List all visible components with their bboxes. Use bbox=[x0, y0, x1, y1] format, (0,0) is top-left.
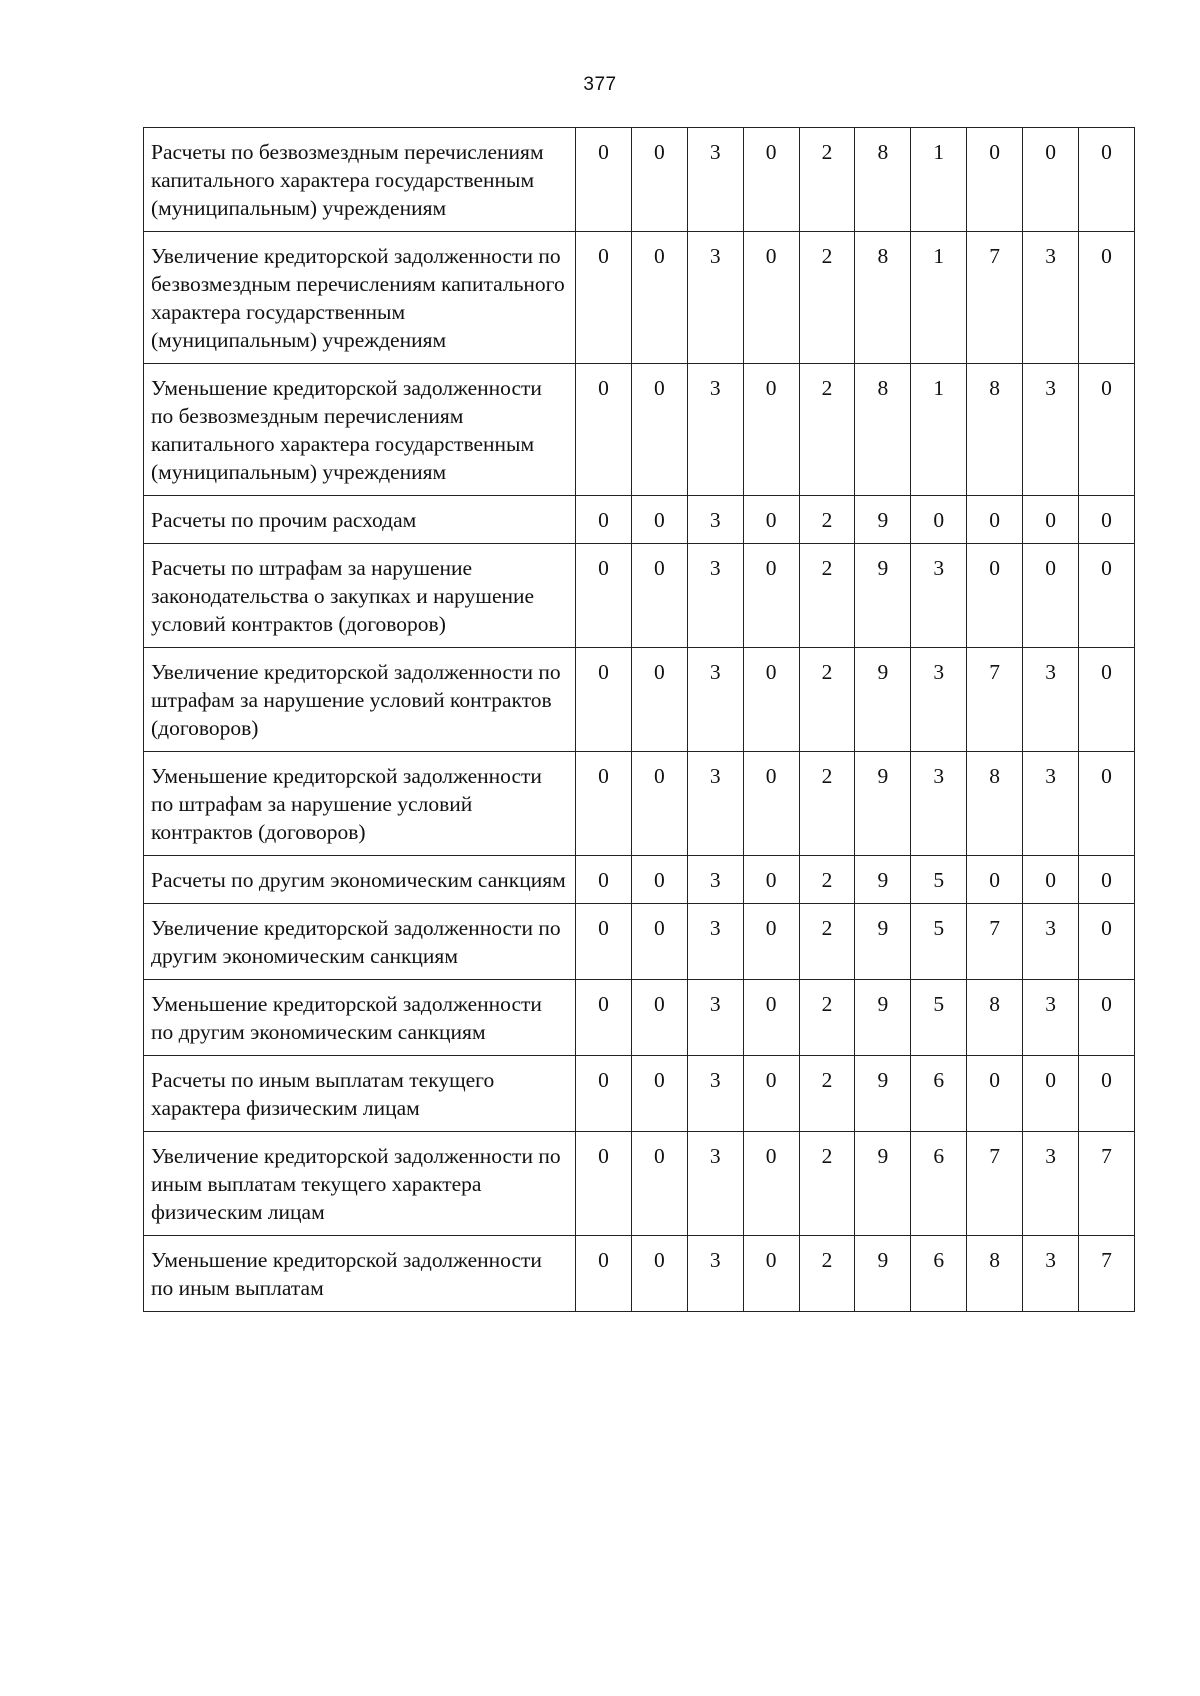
table-row bbox=[144, 752, 1135, 856]
code-digit-cell: 0 bbox=[1079, 752, 1135, 856]
code-digit-cell: 3 bbox=[1023, 364, 1079, 496]
code-digit-cell: 0 bbox=[1023, 1056, 1079, 1132]
code-digit-cell: 0 bbox=[967, 544, 1023, 648]
code-digit-cell: 0 bbox=[631, 752, 687, 856]
row-description: Уменьшение кредиторской задолженности по штрафам за нарушение условий контрактов (договоров) bbox=[144, 752, 576, 856]
code-digit-cell: 2 bbox=[799, 904, 855, 980]
row-description: Увеличение кредиторской задолженности по иным выплатам текущего характера физическим лицам bbox=[144, 1132, 576, 1236]
code-digit-cell: 0 bbox=[576, 1236, 632, 1312]
code-digit-cell: 0 bbox=[631, 496, 687, 544]
code-digit-cell: 1 bbox=[911, 364, 967, 496]
code-digit-cell: 6 bbox=[911, 1236, 967, 1312]
code-digit-cell: 0 bbox=[967, 1056, 1023, 1132]
row-description: Уменьшение кредиторской задолженности по другим экономическим санкциям bbox=[144, 980, 576, 1056]
code-digit-cell: 0 bbox=[576, 856, 632, 904]
table-row bbox=[144, 364, 1135, 496]
code-digit-cell: 3 bbox=[687, 904, 743, 980]
code-digit-cell: 3 bbox=[911, 648, 967, 752]
code-digit-cell: 2 bbox=[799, 1056, 855, 1132]
row-description: Увеличение кредиторской задолженности по безвозмездным перечислениям капитального характера государственным (муниципальным) учреждениям bbox=[144, 232, 576, 364]
code-digit-cell: 3 bbox=[687, 648, 743, 752]
code-digit-cell: 0 bbox=[631, 128, 687, 232]
code-digit-cell: 7 bbox=[967, 904, 1023, 980]
table-row bbox=[144, 496, 1135, 544]
table-row bbox=[144, 904, 1135, 980]
code-digit-cell: 0 bbox=[576, 364, 632, 496]
table-row bbox=[144, 648, 1135, 752]
row-description: Увеличение кредиторской задолженности по штрафам за нарушение условий контрактов (договоров) bbox=[144, 648, 576, 752]
code-digit-cell: 2 bbox=[799, 128, 855, 232]
code-digit-cell: 1 bbox=[911, 128, 967, 232]
table-row bbox=[144, 232, 1135, 364]
code-digit-cell: 8 bbox=[855, 232, 911, 364]
code-digit-cell: 0 bbox=[743, 128, 799, 232]
code-digit-cell: 0 bbox=[743, 232, 799, 364]
code-digit-cell: 9 bbox=[855, 544, 911, 648]
code-digit-cell: 3 bbox=[687, 364, 743, 496]
code-digit-cell: 9 bbox=[855, 980, 911, 1056]
code-digit-cell: 2 bbox=[799, 232, 855, 364]
table-row bbox=[144, 1236, 1135, 1312]
code-digit-cell: 0 bbox=[743, 904, 799, 980]
code-digit-cell: 0 bbox=[1023, 544, 1079, 648]
table-row bbox=[144, 544, 1135, 648]
code-digit-cell: 3 bbox=[687, 980, 743, 1056]
code-digit-cell: 3 bbox=[1023, 752, 1079, 856]
code-digit-cell: 0 bbox=[576, 496, 632, 544]
code-digit-cell: 3 bbox=[687, 128, 743, 232]
row-description: Увеличение кредиторской задолженности по другим экономическим санкциям bbox=[144, 904, 576, 980]
code-digit-cell: 0 bbox=[631, 904, 687, 980]
code-digit-cell: 5 bbox=[911, 856, 967, 904]
code-digit-cell: 0 bbox=[967, 856, 1023, 904]
code-digit-cell: 9 bbox=[855, 904, 911, 980]
code-digit-cell: 0 bbox=[743, 364, 799, 496]
table-row bbox=[144, 980, 1135, 1056]
code-digit-cell: 9 bbox=[855, 856, 911, 904]
code-digit-cell: 0 bbox=[576, 544, 632, 648]
code-digit-cell: 7 bbox=[967, 1132, 1023, 1236]
code-digit-cell: 7 bbox=[1079, 1236, 1135, 1312]
code-digit-cell: 0 bbox=[631, 544, 687, 648]
code-digit-cell: 9 bbox=[855, 1132, 911, 1236]
code-digit-cell: 0 bbox=[576, 904, 632, 980]
code-digit-cell: 0 bbox=[967, 496, 1023, 544]
code-digit-cell: 0 bbox=[1079, 1056, 1135, 1132]
account-codes-table-body bbox=[144, 128, 1135, 1312]
code-digit-cell: 3 bbox=[687, 856, 743, 904]
code-digit-cell: 8 bbox=[855, 364, 911, 496]
code-digit-cell: 7 bbox=[967, 232, 1023, 364]
account-codes-table bbox=[143, 127, 1135, 1312]
code-digit-cell: 2 bbox=[799, 496, 855, 544]
code-digit-cell: 6 bbox=[911, 1132, 967, 1236]
code-digit-cell: 5 bbox=[911, 980, 967, 1056]
code-digit-cell: 0 bbox=[1079, 496, 1135, 544]
code-digit-cell: 3 bbox=[687, 1236, 743, 1312]
code-digit-cell: 7 bbox=[1079, 1132, 1135, 1236]
row-description: Уменьшение кредиторской задолженности по иным выплатам bbox=[144, 1236, 576, 1312]
code-digit-cell: 9 bbox=[855, 648, 911, 752]
code-digit-cell: 1 bbox=[911, 232, 967, 364]
code-digit-cell: 0 bbox=[631, 856, 687, 904]
code-digit-cell: 0 bbox=[743, 1056, 799, 1132]
code-digit-cell: 0 bbox=[576, 1056, 632, 1132]
code-digit-cell: 0 bbox=[743, 980, 799, 1056]
code-digit-cell: 0 bbox=[1079, 364, 1135, 496]
code-digit-cell: 7 bbox=[967, 648, 1023, 752]
page-number: 377 bbox=[583, 74, 617, 95]
row-description: Расчеты по штрафам за нарушение законодательства о закупках и нарушение условий контрактов (договоров) bbox=[144, 544, 576, 648]
code-digit-cell: 9 bbox=[855, 752, 911, 856]
code-digit-cell: 0 bbox=[911, 496, 967, 544]
code-digit-cell: 2 bbox=[799, 648, 855, 752]
code-digit-cell: 9 bbox=[855, 496, 911, 544]
code-digit-cell: 2 bbox=[799, 980, 855, 1056]
code-digit-cell: 0 bbox=[631, 364, 687, 496]
code-digit-cell: 0 bbox=[576, 1132, 632, 1236]
code-digit-cell: 0 bbox=[631, 1132, 687, 1236]
code-digit-cell: 0 bbox=[576, 232, 632, 364]
code-digit-cell: 9 bbox=[855, 1056, 911, 1132]
code-digit-cell: 0 bbox=[1023, 856, 1079, 904]
row-description: Уменьшение кредиторской задолженности по безвозмездным перечислениям капитального характера государственным (муниципальным) учреждениям bbox=[144, 364, 576, 496]
table-row bbox=[144, 1132, 1135, 1236]
code-digit-cell: 0 bbox=[743, 648, 799, 752]
code-digit-cell: 0 bbox=[576, 752, 632, 856]
row-description: Расчеты по безвозмездным перечислениям капитального характера государственным (муниципальным) учреждениям bbox=[144, 128, 576, 232]
code-digit-cell: 0 bbox=[1079, 128, 1135, 232]
code-digit-cell: 3 bbox=[1023, 980, 1079, 1056]
code-digit-cell: 3 bbox=[1023, 648, 1079, 752]
table-row bbox=[144, 128, 1135, 232]
code-digit-cell: 8 bbox=[967, 980, 1023, 1056]
code-digit-cell: 0 bbox=[743, 1132, 799, 1236]
code-digit-cell: 0 bbox=[1079, 544, 1135, 648]
code-digit-cell: 3 bbox=[911, 544, 967, 648]
code-digit-cell: 2 bbox=[799, 1132, 855, 1236]
code-digit-cell: 3 bbox=[1023, 904, 1079, 980]
code-digit-cell: 0 bbox=[743, 752, 799, 856]
row-description: Расчеты по иным выплатам текущего характера физическим лицам bbox=[144, 1056, 576, 1132]
code-digit-cell: 3 bbox=[687, 752, 743, 856]
code-digit-cell: 0 bbox=[1079, 648, 1135, 752]
code-digit-cell: 3 bbox=[687, 1132, 743, 1236]
code-digit-cell: 3 bbox=[687, 496, 743, 544]
row-description: Расчеты по прочим расходам bbox=[144, 496, 576, 544]
code-digit-cell: 0 bbox=[743, 496, 799, 544]
code-digit-cell: 3 bbox=[1023, 1236, 1079, 1312]
code-digit-cell: 0 bbox=[1023, 128, 1079, 232]
code-digit-cell: 0 bbox=[576, 128, 632, 232]
table-row bbox=[144, 856, 1135, 904]
code-digit-cell: 8 bbox=[967, 752, 1023, 856]
table-row bbox=[144, 1056, 1135, 1132]
code-digit-cell: 0 bbox=[576, 648, 632, 752]
code-digit-cell: 0 bbox=[1023, 496, 1079, 544]
row-description: Расчеты по другим экономическим санкциям bbox=[144, 856, 576, 904]
code-digit-cell: 0 bbox=[631, 980, 687, 1056]
code-digit-cell: 3 bbox=[687, 544, 743, 648]
code-digit-cell: 3 bbox=[911, 752, 967, 856]
code-digit-cell: 8 bbox=[855, 128, 911, 232]
code-digit-cell: 3 bbox=[687, 1056, 743, 1132]
code-digit-cell: 5 bbox=[911, 904, 967, 980]
code-digit-cell: 3 bbox=[687, 232, 743, 364]
code-digit-cell: 3 bbox=[1023, 1132, 1079, 1236]
code-digit-cell: 0 bbox=[631, 648, 687, 752]
code-digit-cell: 2 bbox=[799, 364, 855, 496]
code-digit-cell: 3 bbox=[1023, 232, 1079, 364]
code-digit-cell: 0 bbox=[967, 128, 1023, 232]
code-digit-cell: 0 bbox=[1079, 980, 1135, 1056]
code-digit-cell: 0 bbox=[743, 1236, 799, 1312]
code-digit-cell: 0 bbox=[1079, 904, 1135, 980]
code-digit-cell: 8 bbox=[967, 364, 1023, 496]
code-digit-cell: 0 bbox=[1079, 232, 1135, 364]
code-digit-cell: 0 bbox=[631, 232, 687, 364]
code-digit-cell: 0 bbox=[743, 856, 799, 904]
code-digit-cell: 2 bbox=[799, 856, 855, 904]
code-digit-cell: 8 bbox=[967, 1236, 1023, 1312]
code-digit-cell: 2 bbox=[799, 1236, 855, 1312]
code-digit-cell: 6 bbox=[911, 1056, 967, 1132]
code-digit-cell: 0 bbox=[1079, 856, 1135, 904]
code-digit-cell: 0 bbox=[576, 980, 632, 1056]
code-digit-cell: 0 bbox=[743, 544, 799, 648]
code-digit-cell: 2 bbox=[799, 752, 855, 856]
code-digit-cell: 0 bbox=[631, 1236, 687, 1312]
code-digit-cell: 2 bbox=[799, 544, 855, 648]
code-digit-cell: 9 bbox=[855, 1236, 911, 1312]
code-digit-cell: 0 bbox=[631, 1056, 687, 1132]
